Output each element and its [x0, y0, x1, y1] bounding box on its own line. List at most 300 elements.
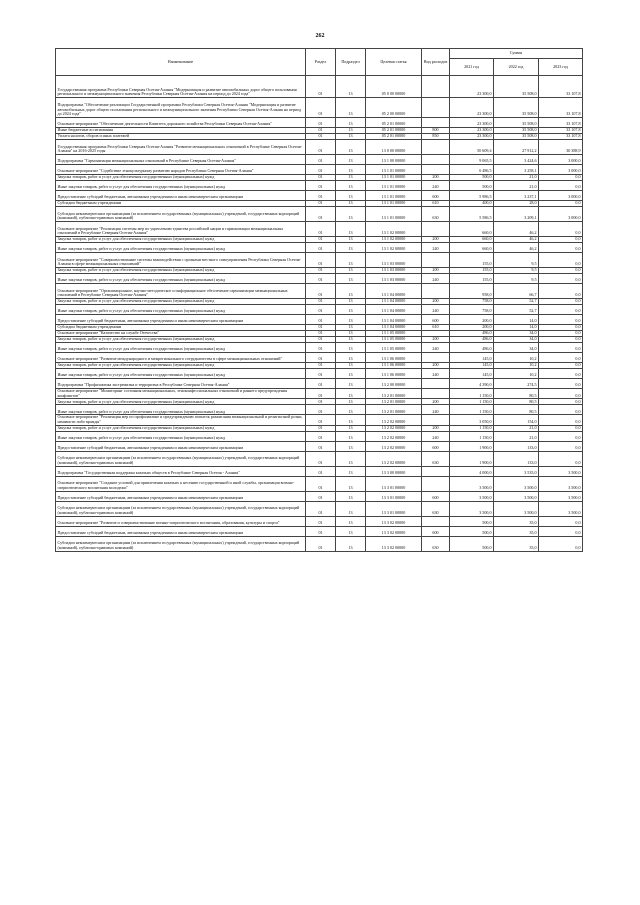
row-section-cell: 01: [306, 353, 336, 363]
row-target-article-cell: 13 2 02 00000: [366, 431, 422, 441]
row-sum-2022-cell: 3 500,0: [494, 491, 539, 501]
row-sum-2021-cell: 3 500,0: [450, 501, 494, 516]
row-expense-type-cell: 240: [422, 343, 450, 353]
row-name-cell: Закупка товаров, работ и услуг для обеспечения государственных (муниципальных) нужд: [56, 299, 306, 305]
row-section-cell: 01: [306, 526, 336, 536]
row-target-article-cell: 13 0 00 00000: [366, 140, 422, 155]
row-sum-2021-cell: 9 065,5: [450, 155, 494, 165]
row-name-cell: Субсидии некоммерческим организациям (за исключением государственных (муниципальных) учреждений, государственных корпораций (компаний), публично-правовых компаний): [56, 501, 306, 516]
row-sum-2023-cell: 0,0: [539, 526, 583, 536]
row-target-article-cell: 13 2 00 00000: [366, 379, 422, 389]
row-sum-2022-cell: 3 500,0: [494, 476, 539, 491]
row-sum-2022-cell: 35 508,0: [494, 76, 539, 98]
row-sum-2022-cell: 80,5: [494, 399, 539, 405]
header-year-2021: 2021 год: [450, 59, 494, 76]
row-sum-2023-cell: 3 000,0: [539, 207, 583, 222]
row-subsection-cell: 13: [336, 98, 366, 118]
row-sum-2023-cell: 0,0: [539, 369, 583, 379]
row-subsection-cell: 13: [336, 253, 366, 268]
row-section-cell: 01: [306, 337, 336, 343]
row-expense-type-cell: 200: [422, 425, 450, 431]
row-target-article-cell: 13 2 02 00000: [366, 441, 422, 451]
row-subsection-cell: 13: [336, 243, 366, 253]
row-subsection-cell: 13: [336, 118, 366, 128]
row-expense-type-cell: [422, 284, 450, 299]
row-subsection-cell: 13: [336, 369, 366, 379]
row-name-cell: Подпрограмма "Профилактика экстремизма и терроризма в Республике Северная Осетия-Алания": [56, 379, 306, 389]
row-sum-2023-cell: 33 107,8: [539, 128, 583, 134]
row-section-cell: 01: [306, 222, 336, 237]
row-section-cell: 01: [306, 389, 336, 399]
row-target-article-cell: 13 1 02 00000: [366, 222, 422, 237]
table-row: [56, 431, 583, 441]
table-row: [56, 501, 583, 516]
table-row: [56, 536, 583, 551]
row-sum-2023-cell: 30 388,9: [539, 140, 583, 155]
row-sum-2021-cell: 660,0: [450, 237, 494, 243]
table-row: [56, 222, 583, 237]
row-subsection-cell: 13: [336, 441, 366, 451]
row-subsection-cell: 13: [336, 155, 366, 165]
row-section-cell: 01: [306, 155, 336, 165]
row-sum-2021-cell: 1 150,0: [450, 399, 494, 405]
row-name-cell: Субсидии бюджетным учреждениям: [56, 201, 306, 207]
row-section-cell: 01: [306, 201, 336, 207]
table-row: [56, 284, 583, 299]
row-target-article-cell: 13 1 01 00000: [366, 181, 422, 191]
row-sum-2022-cell: 35,0: [494, 516, 539, 526]
row-section-cell: 01: [306, 343, 336, 353]
row-sum-2022-cell: 52,7: [494, 299, 539, 305]
row-sum-2023-cell: 0,0: [539, 175, 583, 181]
row-name-cell: Основное мероприятие "Развитие и совершенствование военно-патриотического воспитания, образования, культуры и спорта": [56, 516, 306, 526]
row-sum-2023-cell: 3 000,0: [539, 155, 583, 165]
row-sum-2021-cell: 4 000,0: [450, 466, 494, 476]
row-subsection-cell: 13: [336, 222, 366, 237]
row-expense-type-cell: 600: [422, 526, 450, 536]
row-expense-type-cell: [422, 466, 450, 476]
row-target-article-cell: 13 1 03 00000: [366, 268, 422, 274]
row-target-article-cell: 13 3 02 00000: [366, 516, 422, 526]
row-target-article-cell: 13 2 02 00000: [366, 425, 422, 431]
row-name-cell: Иные закупки товаров, работ и услуг для обеспечения государственных (муниципальных) нужд: [56, 405, 306, 415]
row-expense-type-cell: 600: [422, 491, 450, 501]
row-expense-type-cell: 240: [422, 181, 450, 191]
row-target-article-cell: 13 1 01 00000: [366, 165, 422, 175]
row-sum-2022-cell: 3 500,0: [494, 501, 539, 516]
row-subsection-cell: 13: [336, 128, 366, 134]
row-sum-2023-cell: 0,0: [539, 268, 583, 274]
row-sum-2022-cell: 133,0: [494, 451, 539, 466]
row-sum-2023-cell: 0,0: [539, 399, 583, 405]
row-subsection-cell: 13: [336, 76, 366, 98]
row-name-cell: Иные закупки товаров, работ и услуг для обеспечения государственных (муниципальных) нужд: [56, 369, 306, 379]
row-section-cell: 01: [306, 501, 336, 516]
row-sum-2021-cell: 155,0: [450, 268, 494, 274]
row-sum-2021-cell: 1 900,0: [450, 451, 494, 466]
row-sum-2022-cell: 154,0: [494, 415, 539, 425]
row-sum-2022-cell: 35 508,0: [494, 128, 539, 134]
row-sum-2023-cell: 0,0: [539, 305, 583, 315]
row-expense-type-cell: [422, 165, 450, 175]
row-sum-2022-cell: 35 508,0: [494, 98, 539, 118]
row-sum-2023-cell: 3 500,0: [539, 491, 583, 501]
row-sum-2022-cell: 14,0: [494, 325, 539, 331]
row-section-cell: 01: [306, 516, 336, 526]
row-name-cell: Иные бюджетные ассигнования: [56, 128, 306, 134]
row-sum-2022-cell: 9,5: [494, 253, 539, 268]
row-sum-2022-cell: 46,2: [494, 237, 539, 243]
row-sum-2023-cell: 0,0: [539, 536, 583, 551]
row-name-cell: Подпрограмма "Государственная поддержка казачьих обществ в Республике Северная Осетия - Алания": [56, 466, 306, 476]
table-body: [56, 76, 583, 552]
row-sum-2021-cell: 1 900,0: [450, 441, 494, 451]
table-row: [56, 516, 583, 526]
budget-table: [55, 48, 583, 552]
row-name-cell: Предоставление субсидий бюджетным, автономным учреждениям и иным некоммерческим организациям: [56, 315, 306, 325]
row-sum-2022-cell: 10,2: [494, 353, 539, 363]
row-sum-2022-cell: 46,2: [494, 243, 539, 253]
row-name-cell: Иные закупки товаров, работ и услуг для обеспечения государственных (муниципальных) нужд: [56, 343, 306, 353]
row-sum-2023-cell: 0,0: [539, 353, 583, 363]
row-expense-type-cell: 610: [422, 201, 450, 207]
row-target-article-cell: 13 1 06 00000: [366, 363, 422, 369]
row-section-cell: 01: [306, 325, 336, 331]
row-expense-type-cell: 200: [422, 175, 450, 181]
row-name-cell: Закупка товаров, работ и услуг для обеспечения государственных (муниципальных) нужд: [56, 337, 306, 343]
row-name-cell: Основное мероприятие "Организационное, научно-методическое и информационное обеспечение гармонизации межнациональных отношений в Республике Северная Осетия-Алания": [56, 284, 306, 299]
row-sum-2022-cell: 80,5: [494, 389, 539, 399]
row-target-article-cell: 13 1 02 00000: [366, 237, 422, 243]
row-expense-type-cell: 800: [422, 128, 450, 134]
row-sum-2022-cell: 9,5: [494, 274, 539, 284]
row-name-cell: Закупка товаров, работ и услуг для обеспечения государственных (муниципальных) нужд: [56, 237, 306, 243]
row-sum-2022-cell: 3 424,6: [494, 155, 539, 165]
row-sum-2023-cell: 0,0: [539, 331, 583, 337]
row-name-cell: Субсидии некоммерческим организациям (за исключением государственных (муниципальных) учреждений, государственных корпораций (компаний), публично-правовых компаний): [56, 451, 306, 466]
row-expense-type-cell: 200: [422, 299, 450, 305]
row-sum-2023-cell: 0,0: [539, 253, 583, 268]
row-name-cell: Иные закупки товаров, работ и услуг для обеспечения государственных (муниципальных) нужд: [56, 274, 306, 284]
row-sum-2023-cell: 0,0: [539, 431, 583, 441]
table-row: [56, 466, 583, 476]
row-section-cell: 01: [306, 315, 336, 325]
row-section-cell: 01: [306, 165, 336, 175]
row-subsection-cell: 13: [336, 343, 366, 353]
header-subsection: Подраздел: [336, 49, 366, 76]
row-subsection-cell: 13: [336, 526, 366, 536]
row-target-article-cell: 05 2 01 00000: [366, 134, 422, 140]
row-name-cell: Основное мероприятие "Обеспечение деятельности Комитета дорожного хозяйства Республики Северная Осетия-Алания": [56, 118, 306, 128]
row-section-cell: 01: [306, 451, 336, 466]
row-sum-2023-cell: 3 000,0: [539, 191, 583, 201]
row-sum-2022-cell: 274,5: [494, 379, 539, 389]
table-row: [56, 207, 583, 222]
row-section-cell: 01: [306, 369, 336, 379]
row-expense-type-cell: 630: [422, 536, 450, 551]
row-sum-2021-cell: 500,0: [450, 175, 494, 181]
row-sum-2023-cell: 0,0: [539, 243, 583, 253]
row-sum-2021-cell: 155,0: [450, 253, 494, 268]
page-number: 262: [315, 33, 325, 39]
row-expense-type-cell: [422, 253, 450, 268]
row-subsection-cell: 13: [336, 501, 366, 516]
row-subsection-cell: 13: [336, 284, 366, 299]
row-sum-2023-cell: 0,0: [539, 237, 583, 243]
row-subsection-cell: 13: [336, 181, 366, 191]
row-sum-2021-cell: 758,0: [450, 299, 494, 305]
row-expense-type-cell: [422, 98, 450, 118]
row-name-cell: Уплата налогов, сборов и иных платежей: [56, 134, 306, 140]
header-year-2022: 2022 год: [494, 59, 539, 76]
row-sum-2022-cell: 28,0: [494, 201, 539, 207]
row-subsection-cell: 13: [336, 337, 366, 343]
row-target-article-cell: 13 1 03 00000: [366, 274, 422, 284]
row-sum-2023-cell: 0,0: [539, 451, 583, 466]
row-sum-2021-cell: 1 150,0: [450, 431, 494, 441]
row-sum-2023-cell: 0,0: [539, 315, 583, 325]
row-section-cell: 01: [306, 268, 336, 274]
row-sum-2022-cell: 3 237,1: [494, 191, 539, 201]
table-row: [56, 369, 583, 379]
row-target-article-cell: 05 2 01 00000: [366, 128, 422, 134]
row-subsection-cell: 13: [336, 431, 366, 441]
header-year-2023: 2023 год: [539, 59, 583, 76]
row-target-article-cell: 13 1 05 00000: [366, 343, 422, 353]
row-sum-2023-cell: 0,0: [539, 222, 583, 237]
row-section-cell: 01: [306, 253, 336, 268]
row-name-cell: Закупка товаров, работ и услуг для обеспечения государственных (муниципальных) нужд: [56, 425, 306, 431]
row-target-article-cell: 13 1 05 00000: [366, 331, 422, 337]
row-sum-2022-cell: 133,0: [494, 441, 539, 451]
row-target-article-cell: 13 3 01 00000: [366, 491, 422, 501]
row-sum-2021-cell: 5 986,5: [450, 191, 494, 201]
row-section-cell: 01: [306, 237, 336, 243]
row-expense-type-cell: 240: [422, 305, 450, 315]
row-sum-2021-cell: 6 486,5: [450, 165, 494, 175]
row-section-cell: 01: [306, 399, 336, 405]
row-target-article-cell: 13 1 04 00000: [366, 315, 422, 325]
row-section-cell: 01: [306, 128, 336, 134]
row-section-cell: 01: [306, 274, 336, 284]
row-expense-type-cell: 630: [422, 501, 450, 516]
row-sum-2021-cell: 23 300,0: [450, 98, 494, 118]
row-sum-2022-cell: 46,2: [494, 222, 539, 237]
row-sum-2022-cell: 21,0: [494, 175, 539, 181]
row-name-cell: Предоставление субсидий бюджетным, автономным учреждениям и иным некоммерческим организациям: [56, 191, 306, 201]
row-expense-type-cell: [422, 389, 450, 399]
row-name-cell: Основное мероприятие "Казачество на службе Отечества": [56, 331, 306, 337]
row-subsection-cell: 13: [336, 140, 366, 155]
row-name-cell: Иные закупки товаров, работ и услуг для обеспечения государственных (муниципальных) нужд: [56, 305, 306, 315]
row-expense-type-cell: [422, 516, 450, 526]
row-sum-2022-cell: 34,0: [494, 331, 539, 337]
row-sum-2021-cell: 500,0: [450, 516, 494, 526]
table-row: [56, 191, 583, 201]
row-target-article-cell: 13 1 06 00000: [366, 353, 422, 363]
table-row: [56, 315, 583, 325]
row-sum-2021-cell: 1 150,0: [450, 405, 494, 415]
row-name-cell: Закупка товаров, работ и услуг для обеспечения государственных (муниципальных) нужд: [56, 399, 306, 405]
table-row: [56, 491, 583, 501]
row-sum-2023-cell: 0,0: [539, 181, 583, 191]
row-sum-2022-cell: 35 508,0: [494, 118, 539, 128]
row-sum-2022-cell: 35,0: [494, 526, 539, 536]
row-section-cell: 01: [306, 305, 336, 315]
table-row: [56, 405, 583, 415]
row-subsection-cell: 13: [336, 491, 366, 501]
row-sum-2022-cell: 3 535,0: [494, 466, 539, 476]
row-sum-2022-cell: 35,0: [494, 536, 539, 551]
row-expense-type-cell: [422, 140, 450, 155]
table-row: [56, 415, 583, 425]
row-sum-2021-cell: 486,0: [450, 331, 494, 337]
row-subsection-cell: 13: [336, 405, 366, 415]
row-expense-type-cell: 200: [422, 268, 450, 274]
table-row: [56, 165, 583, 175]
row-expense-type-cell: 630: [422, 451, 450, 466]
row-sum-2023-cell: 3 500,0: [539, 501, 583, 516]
row-subsection-cell: 13: [336, 476, 366, 491]
row-section-cell: 01: [306, 441, 336, 451]
row-target-article-cell: 13 3 00 00000: [366, 466, 422, 476]
row-sum-2022-cell: 21,0: [494, 425, 539, 431]
row-name-cell: Основное мероприятие "Создание условий для привлечения казачьих к несению государственной и иной службы, организация военно-патриотического воспитания молодежи": [56, 476, 306, 491]
row-subsection-cell: 13: [336, 175, 366, 181]
row-sum-2021-cell: 660,0: [450, 243, 494, 253]
row-sum-2021-cell: 145,0: [450, 369, 494, 379]
header-expense-type: Вид расходов: [422, 49, 450, 76]
row-subsection-cell: 13: [336, 237, 366, 243]
row-subsection-cell: 13: [336, 466, 366, 476]
row-sum-2021-cell: 400,0: [450, 201, 494, 207]
row-target-article-cell: 13 1 01 00000: [366, 175, 422, 181]
row-section-cell: 01: [306, 134, 336, 140]
row-sum-2022-cell: 34,0: [494, 343, 539, 353]
row-target-article-cell: 13 3 01 00000: [366, 476, 422, 491]
row-sum-2021-cell: 486,0: [450, 343, 494, 353]
row-sum-2021-cell: 500,0: [450, 526, 494, 536]
row-expense-type-cell: 240: [422, 405, 450, 415]
row-section-cell: 01: [306, 466, 336, 476]
header-target-article: Целевая статья: [366, 49, 422, 76]
row-subsection-cell: 13: [336, 353, 366, 363]
row-sum-2021-cell: 3 050,0: [450, 415, 494, 425]
row-name-cell: Закупка товаров, работ и услуг для обеспечения государственных (муниципальных) нужд: [56, 268, 306, 274]
row-sum-2023-cell: 0,0: [539, 201, 583, 207]
row-expense-type-cell: [422, 118, 450, 128]
row-name-cell: Основное мероприятие "Реализация мер по профилактике и предупреждению попыток разжигания межнациональной и религиозной розни, ненависти либо вражды": [56, 415, 306, 425]
row-subsection-cell: 13: [336, 415, 366, 425]
row-sum-2022-cell: 21,0: [494, 181, 539, 191]
row-sum-2023-cell: 0,0: [539, 325, 583, 331]
row-name-cell: Основное мероприятие "Содействие этнокультурному развитию народов Республики Северная Осетия-Алания": [56, 165, 306, 175]
row-subsection-cell: 13: [336, 274, 366, 284]
row-subsection-cell: 13: [336, 207, 366, 222]
row-sum-2021-cell: 145,0: [450, 363, 494, 369]
row-sum-2022-cell: 66,7: [494, 284, 539, 299]
row-name-cell: Основное мероприятие "Совершенствование системы взаимодействия с органами местного самоуправления Республики Северная Осетия-Алания в сфере межнациональных отношений": [56, 253, 306, 268]
row-name-cell: Предоставление субсидий бюджетным, автономным учреждениям и иным некоммерческим организациям: [56, 441, 306, 451]
row-sum-2021-cell: 4 390,0: [450, 379, 494, 389]
row-sum-2023-cell: 3 500,0: [539, 466, 583, 476]
row-subsection-cell: 13: [336, 165, 366, 175]
row-sum-2022-cell: 10,2: [494, 369, 539, 379]
row-section-cell: 01: [306, 331, 336, 337]
row-section-cell: 01: [306, 207, 336, 222]
row-section-cell: 01: [306, 379, 336, 389]
row-target-article-cell: 13 1 01 00000: [366, 207, 422, 222]
row-subsection-cell: 13: [336, 451, 366, 466]
row-expense-type-cell: 240: [422, 274, 450, 284]
row-sum-2023-cell: 0,0: [539, 363, 583, 369]
row-section-cell: 01: [306, 181, 336, 191]
row-expense-type-cell: 240: [422, 431, 450, 441]
row-sum-2023-cell: 0,0: [539, 389, 583, 399]
row-section-cell: 01: [306, 118, 336, 128]
row-sum-2023-cell: 33 107,8: [539, 98, 583, 118]
table-row: [56, 181, 583, 191]
row-expense-type-cell: 600: [422, 441, 450, 451]
row-sum-2023-cell: 0,0: [539, 274, 583, 284]
row-section-cell: 01: [306, 536, 336, 551]
row-subsection-cell: 13: [336, 305, 366, 315]
row-name-cell: Закупка товаров, работ и услуг для обеспечения государственных (муниципальных) нужд: [56, 175, 306, 181]
row-target-article-cell: 13 3 02 00000: [366, 526, 422, 536]
row-sum-2021-cell: 23 300,0: [450, 134, 494, 140]
table-row: [56, 451, 583, 466]
row-subsection-cell: 13: [336, 389, 366, 399]
row-target-article-cell: 13 2 01 00000: [366, 389, 422, 399]
row-sum-2021-cell: 1 150,0: [450, 425, 494, 431]
row-sum-2022-cell: 80,5: [494, 405, 539, 415]
row-section-cell: 01: [306, 491, 336, 501]
row-sum-2023-cell: 33 107,8: [539, 76, 583, 98]
row-name-cell: Субсидии бюджетным учреждениям: [56, 325, 306, 331]
row-target-article-cell: 13 1 06 00000: [366, 369, 422, 379]
row-target-article-cell: 13 1 04 00000: [366, 325, 422, 331]
row-sum-2021-cell: 500,0: [450, 536, 494, 551]
row-section-cell: 01: [306, 140, 336, 155]
row-sum-2021-cell: 200,0: [450, 315, 494, 325]
table-row: [56, 305, 583, 315]
row-target-article-cell: 13 2 01 00000: [366, 399, 422, 405]
header-section: Раздел: [306, 49, 336, 76]
row-expense-type-cell: [422, 476, 450, 491]
row-target-article-cell: 13 1 03 00000: [366, 253, 422, 268]
row-expense-type-cell: 240: [422, 369, 450, 379]
row-target-article-cell: 13 1 04 00000: [366, 305, 422, 315]
row-sum-2023-cell: 0,0: [539, 284, 583, 299]
row-sum-2023-cell: 0,0: [539, 441, 583, 451]
row-sum-2021-cell: 500,0: [450, 181, 494, 191]
table-row: [56, 526, 583, 536]
row-target-article-cell: 13 1 04 00000: [366, 299, 422, 305]
row-sum-2023-cell: 0,0: [539, 337, 583, 343]
row-section-cell: 01: [306, 405, 336, 415]
row-subsection-cell: 13: [336, 134, 366, 140]
row-sum-2021-cell: 145,0: [450, 353, 494, 363]
row-name-cell: Государственная программа Республики Северная Осетия-Алания "Модернизация и развитие автомобильных дорог общего пользования регионального и межмуниципального значения Республики Северная Осетия-Алания на период до 2024 года": [56, 76, 306, 98]
row-name-cell: Подпрограмма "Обеспечение реализации Государственной программы Республики Северная Осетия-Алания "Модернизация и развитие автомобильных дорог общего пользования регионального и межмуниципального значения Республики Северная Осетия-Алания на период до 2024 года": [56, 98, 306, 118]
row-name-cell: Основное мероприятие "Развитие международного и межрегионального сотрудничества в сфере межнациональных отношений": [56, 353, 306, 363]
table-row: [56, 243, 583, 253]
row-sum-2021-cell: 3 500,0: [450, 476, 494, 491]
row-sum-2021-cell: 23 300,0: [450, 128, 494, 134]
row-sum-2021-cell: 200,0: [450, 325, 494, 331]
row-target-article-cell: 13 2 01 00000: [366, 405, 422, 415]
row-sum-2021-cell: 23 300,0: [450, 118, 494, 128]
